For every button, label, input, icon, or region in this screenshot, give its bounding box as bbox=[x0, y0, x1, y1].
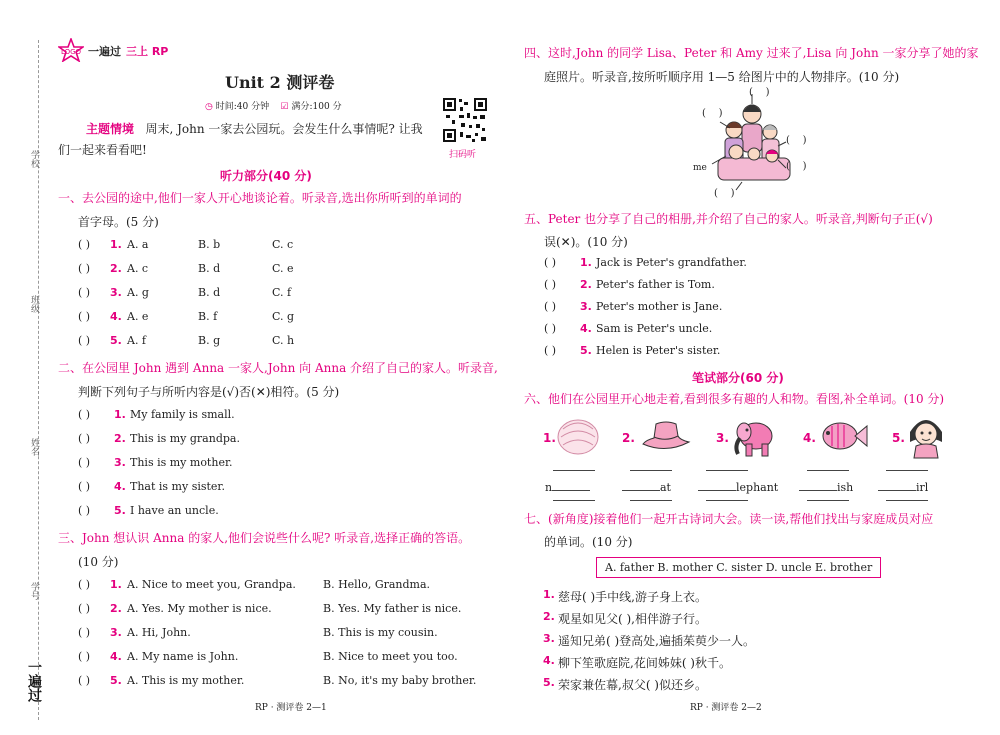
listening-title: 听力部分(40 分) bbox=[220, 169, 312, 183]
s3-item-number: 5. bbox=[110, 674, 122, 687]
photo-blank-5[interactable]: ( ) bbox=[714, 188, 735, 199]
s6-blank[interactable] bbox=[799, 481, 837, 491]
s5-item-number: 1. bbox=[580, 256, 592, 269]
s6-letters: lephant bbox=[736, 481, 779, 494]
s2-item-number: 2. bbox=[114, 432, 126, 445]
s6-top-line[interactable] bbox=[630, 470, 672, 471]
s4-title-1: 四、这时,John 的同学 Lisa、Peter 和 Amy 过来了,Lisa 向 John 一家分享了她的家 bbox=[524, 46, 979, 60]
s2-sentence: I have an uncle. bbox=[130, 504, 219, 517]
s6-picture-number: 4. bbox=[803, 431, 816, 445]
s1-title-1: 一、去公园的途中,他们一家人开心地谈论着。听录音,选出你所听到的单词的 bbox=[58, 191, 462, 205]
s1-item-number: 5. bbox=[110, 334, 122, 347]
s1-title-2: 首字母。(5 分) bbox=[78, 215, 159, 229]
s2-answer-paren[interactable]: ( ) bbox=[78, 408, 91, 421]
s3-answer-paren[interactable]: ( ) bbox=[78, 674, 91, 687]
s3-item-number: 2. bbox=[110, 602, 122, 615]
theme-line-1 bbox=[86, 121, 423, 137]
s3-answer-paren[interactable]: ( ) bbox=[78, 602, 91, 615]
s3-option-b: B. Nice to meet you too. bbox=[323, 650, 458, 663]
s5-answer-paren[interactable]: ( ) bbox=[544, 344, 557, 357]
qr-label: 扫码听 bbox=[449, 150, 477, 160]
s3-option-b: B. No, it's my baby brother. bbox=[323, 674, 477, 687]
s6-blank[interactable] bbox=[552, 481, 590, 491]
s6-word-row[interactable] bbox=[545, 481, 590, 494]
s1-answer-paren[interactable]: ( ) bbox=[78, 238, 91, 251]
s5-sentence: Helen is Peter's sister. bbox=[596, 344, 721, 357]
s3-option-b: B. This is my cousin. bbox=[323, 626, 438, 639]
s1-item-number: 2. bbox=[110, 262, 122, 275]
s6-word-row[interactable] bbox=[622, 481, 671, 494]
header-tag: 三上 RP bbox=[126, 45, 169, 58]
clock-icon: ◷ bbox=[205, 102, 213, 112]
s2-sentence: This is my mother. bbox=[130, 456, 233, 469]
qr-code[interactable] bbox=[442, 97, 488, 143]
s1-option-b: B. b bbox=[198, 238, 221, 251]
s3-option-a: A. My name is John. bbox=[127, 650, 239, 663]
s6-letters: ish bbox=[837, 481, 854, 494]
s6-top-line[interactable] bbox=[886, 470, 928, 471]
s6-picture-number: 2. bbox=[622, 431, 635, 445]
theme-text-2: 们一起来看看吧! bbox=[58, 143, 147, 157]
margin-class-label: 班级 bbox=[29, 295, 39, 313]
s7-new-angle: 新角度 bbox=[552, 512, 589, 526]
s7-item-number: 1. bbox=[543, 588, 555, 601]
s4-title-2: 庭照片。听录音,按所听顺序用 1—5 给图片中的人物排序。(10 分) bbox=[544, 70, 900, 84]
s6-picture-number: 1. bbox=[543, 431, 556, 445]
s3-option-a: A. This is my mother. bbox=[127, 674, 245, 687]
writing-title: 笔试部分(60 分) bbox=[692, 371, 784, 385]
s5-item-number: 4. bbox=[580, 322, 592, 335]
theme-label: 主题情境 bbox=[86, 122, 135, 136]
s7-title-post: )接着他们一起开古诗词大会。读一读,帮他们找出与家庭成员对应 bbox=[588, 512, 934, 526]
s2-answer-paren[interactable]: ( ) bbox=[78, 480, 91, 493]
s6-top-line[interactable] bbox=[706, 470, 748, 471]
s3-item-number: 4. bbox=[110, 650, 122, 663]
svg-text:LOGO: LOGO bbox=[60, 48, 82, 56]
s7-title-2: 的单词。(10 分) bbox=[544, 535, 633, 549]
s3-title-1: 三、John 想认识 Anna 的家人,他们会说些什么呢? 听录音,选择正确的答语。 bbox=[58, 531, 471, 545]
s6-letters: at bbox=[660, 481, 671, 494]
s1-item-number: 4. bbox=[110, 310, 122, 323]
s2-item-number: 1. bbox=[114, 408, 126, 421]
s7-options-box: A. father B. mother C. sister D. uncle E. brother bbox=[596, 557, 881, 578]
photo-blank-2[interactable]: ( ) bbox=[702, 108, 723, 119]
theme-text-1: 周末, John 一家去公园玩。会发生什么事情呢? 让我 bbox=[145, 122, 423, 136]
s1-option-c: C. e bbox=[272, 262, 294, 275]
photo-blank-3[interactable]: ( ) bbox=[786, 135, 807, 146]
s6-title: 六、他们在公园里开心地走着,看到很多有趣的人和物。看图,补全单词。(10 分) bbox=[524, 392, 945, 406]
s3-title-2: (10 分) bbox=[78, 555, 119, 569]
s7-item-number: 5. bbox=[543, 676, 555, 689]
s3-item-number: 3. bbox=[110, 626, 122, 639]
s6-picture-number: 5. bbox=[892, 431, 905, 445]
s5-sentence: Peter's mother is Jane. bbox=[596, 300, 723, 313]
s3-answer-paren[interactable]: ( ) bbox=[78, 650, 91, 663]
s5-answer-paren[interactable]: ( ) bbox=[544, 278, 557, 291]
s6-bottom-line[interactable] bbox=[706, 500, 748, 501]
s1-option-c: C. h bbox=[272, 334, 295, 347]
s7-poem-line[interactable]: 观星如见父( ),相伴游子行。 bbox=[558, 612, 707, 626]
s1-option-b: B. g bbox=[198, 334, 221, 347]
s1-option-c: C. g bbox=[272, 310, 295, 323]
s5-answer-paren[interactable]: ( ) bbox=[544, 300, 557, 313]
s2-title-2: 判断下列句子与所听内容是(√)否(✕)相符。(5 分) bbox=[78, 385, 340, 399]
s3-option-a: A. Nice to meet you, Grandpa. bbox=[127, 578, 296, 591]
page-title: Unit 2 测评卷 bbox=[225, 73, 335, 92]
s6-word-row[interactable] bbox=[698, 481, 778, 494]
s1-option-c: C. c bbox=[272, 238, 294, 251]
s3-answer-paren[interactable]: ( ) bbox=[78, 626, 91, 639]
s6-bottom-line[interactable] bbox=[553, 500, 595, 501]
s6-picture-number: 3. bbox=[716, 431, 729, 445]
margin-school-label: 学校 bbox=[29, 150, 39, 168]
s6-blank[interactable] bbox=[878, 481, 916, 491]
s7-title-1 bbox=[524, 511, 933, 527]
qr-code-icon bbox=[442, 97, 488, 143]
s3-answer-paren[interactable]: ( ) bbox=[78, 578, 91, 591]
s1-option-a: A. f bbox=[127, 334, 147, 347]
s2-sentence: This is my grandpa. bbox=[130, 432, 240, 445]
s1-answer-paren[interactable]: ( ) bbox=[78, 262, 91, 275]
s5-answer-paren[interactable]: ( ) bbox=[544, 322, 557, 335]
header-logo bbox=[58, 38, 84, 65]
s2-sentence: My family is small. bbox=[130, 408, 235, 421]
s1-option-a: A. a bbox=[127, 238, 149, 251]
elephant-icon bbox=[730, 416, 780, 458]
s2-title-1: 二、在公园里 John 遇到 Anna 一家人,John 向 Anna 介绍了自己的家人。听录音, bbox=[58, 361, 498, 375]
hat-net-icon bbox=[555, 417, 601, 457]
s7-item-number: 2. bbox=[543, 610, 555, 623]
s5-sentence: Peter's father is Tom. bbox=[596, 278, 715, 291]
s2-item-number: 3. bbox=[114, 456, 126, 469]
check-icon: ☑ bbox=[280, 102, 289, 112]
s1-answer-paren[interactable]: ( ) bbox=[78, 286, 91, 299]
s1-option-b: B. d bbox=[198, 286, 221, 299]
s5-sentence: Jack is Peter's grandfather. bbox=[596, 256, 747, 269]
s6-letters: irl bbox=[916, 481, 929, 494]
s2-item-number: 5. bbox=[114, 504, 126, 517]
footer-right: RP · 测评卷 2—2 bbox=[690, 703, 762, 713]
margin-name-label: 姓名 bbox=[29, 438, 39, 456]
s1-item-number: 3. bbox=[110, 286, 122, 299]
hat-icon bbox=[640, 420, 692, 454]
star-logo-icon bbox=[58, 38, 84, 62]
s2-answer-paren[interactable]: ( ) bbox=[78, 504, 91, 517]
s2-answer-paren[interactable]: ( ) bbox=[78, 456, 91, 469]
s6-word-row[interactable] bbox=[878, 481, 928, 494]
s7-title-pre: 七、( bbox=[524, 512, 553, 526]
s7-poem-line[interactable]: 遥知兄弟( )登高处,遍插茱萸少一人。 bbox=[558, 634, 755, 648]
exam-meta bbox=[205, 99, 342, 112]
s3-item-number: 1. bbox=[110, 578, 122, 591]
s7-poem-line[interactable]: 荣家兼佐幕,叔父( )似还乡。 bbox=[558, 678, 707, 692]
s1-item-number: 1. bbox=[110, 238, 122, 251]
s1-option-a: A. c bbox=[127, 262, 149, 275]
s1-answer-paren[interactable]: ( ) bbox=[78, 310, 91, 323]
s6-top-line[interactable] bbox=[553, 470, 595, 471]
s6-bottom-line[interactable] bbox=[630, 500, 672, 501]
s7-item-number: 4. bbox=[543, 654, 555, 667]
s1-option-b: B. d bbox=[198, 262, 221, 275]
s1-option-a: A. e bbox=[127, 310, 149, 323]
s5-item-number: 5. bbox=[580, 344, 592, 357]
s5-item-number: 2. bbox=[580, 278, 592, 291]
s5-item-number: 3. bbox=[580, 300, 592, 313]
girl-icon bbox=[906, 412, 946, 460]
s5-answer-paren[interactable]: ( ) bbox=[544, 256, 557, 269]
photo-blank-1[interactable]: ( ) bbox=[749, 87, 770, 98]
s5-title-1: 五、Peter 也分享了自己的相册,并介绍了自己的家人。听录音,判断句子正(√) bbox=[524, 212, 933, 226]
s6-blank[interactable] bbox=[622, 481, 660, 491]
s3-option-b: B. Yes. My father is nice. bbox=[323, 602, 462, 615]
s6-blank[interactable] bbox=[698, 481, 736, 491]
photo-me-label: me bbox=[693, 163, 707, 173]
s6-top-line[interactable] bbox=[807, 470, 849, 471]
photo-blank-4[interactable]: ( ) bbox=[786, 161, 807, 172]
s7-item-number: 3. bbox=[543, 632, 555, 645]
s6-bottom-line[interactable] bbox=[886, 500, 928, 501]
s5-title-2: 误(✕)。(10 分) bbox=[544, 235, 628, 249]
footer-left: RP · 测评卷 2—1 bbox=[255, 703, 327, 713]
s1-option-a: A. g bbox=[127, 286, 149, 299]
s3-option-b: B. Hello, Grandma. bbox=[323, 578, 431, 591]
s1-option-c: C. f bbox=[272, 286, 292, 299]
fish-icon bbox=[818, 418, 868, 454]
s1-option-b: B. f bbox=[198, 310, 218, 323]
s1-answer-paren[interactable]: ( ) bbox=[78, 334, 91, 347]
s5-sentence: Sam is Peter's uncle. bbox=[596, 322, 713, 335]
full-score: 满分:100 分 bbox=[291, 102, 342, 112]
s6-letters: n bbox=[545, 481, 553, 494]
s3-option-a: A. Hi, John. bbox=[127, 626, 191, 639]
header-brand: 一遍过 bbox=[88, 45, 121, 58]
s3-option-a: A. Yes. My mother is nice. bbox=[127, 602, 272, 615]
s6-bottom-line[interactable] bbox=[807, 500, 849, 501]
s7-poem-line[interactable]: 柳下笙歌庭院,花间姊妹( )秋千。 bbox=[558, 656, 731, 670]
s6-word-row[interactable] bbox=[799, 481, 853, 494]
s2-sentence: That is my sister. bbox=[130, 480, 225, 493]
s2-item-number: 4. bbox=[114, 480, 126, 493]
s2-answer-paren[interactable]: ( ) bbox=[78, 432, 91, 445]
margin-id-label: 学号 bbox=[29, 582, 39, 600]
time-limit: 时间:40 分钟 bbox=[215, 102, 270, 112]
margin-brand: 一遍过 bbox=[26, 660, 42, 702]
s7-poem-line[interactable]: 慈母( )手中线,游子身上衣。 bbox=[558, 590, 707, 604]
